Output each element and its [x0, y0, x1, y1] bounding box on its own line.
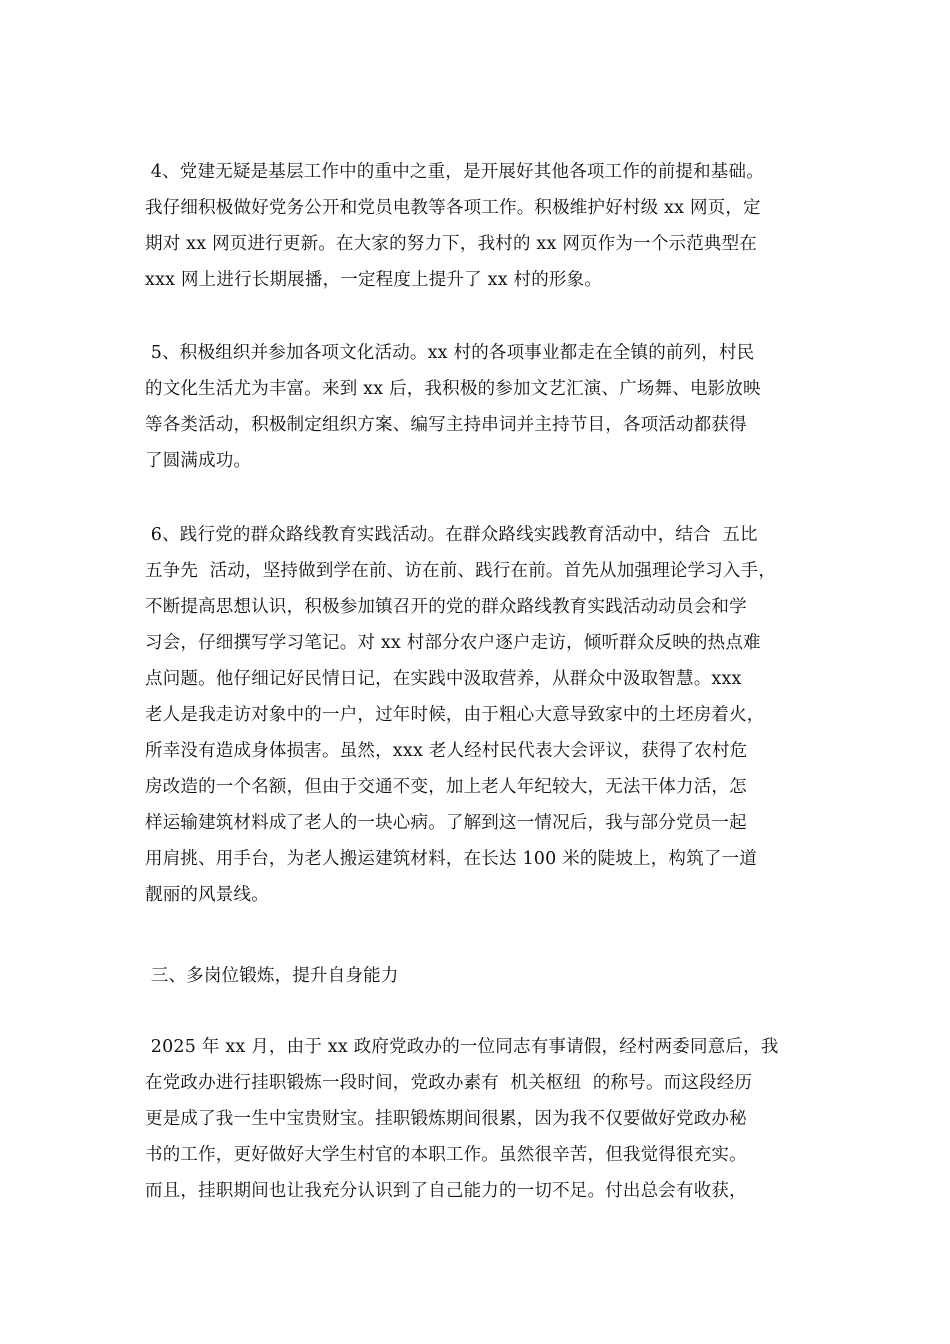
text-line: 在党政办进行挂职锻炼一段时间，党政办素有 机关枢纽 的称号。而这段经历 [145, 1073, 753, 1093]
text-line: 更是成了我一生中宝贵财宝。挂职锻炼期间很累，因为我不仅要做好党政办秘 [145, 1109, 747, 1129]
text-line: 点问题。他仔细记好民情日记，在实践中汲取营养，从群众中汲取智慧。xxx [145, 669, 742, 689]
text-line: 4、党建无疑是基层工作中的重中之重，是开展好其他各项工作的前提和基础。 [145, 162, 764, 182]
section-heading [145, 958, 815, 994]
paragraph-mass-line-practice [145, 517, 815, 913]
text-line: 等各类活动，积极制定组织方案、编写主持串词并主持节目，各项活动都获得 [145, 415, 747, 435]
text-line: 6、践行党的群众路线教育实践活动。在群众路线实践教育活动中，结合 五比 [145, 525, 758, 545]
paragraph-party-building [145, 154, 815, 298]
text-line: 书的工作，更好做好大学生村官的本职工作。虽然很辛苦，但我觉得很充实。 [145, 1145, 747, 1165]
paragraph-cultural-activities [145, 335, 815, 479]
text-line: 期对 xx 网页进行更新。在大家的努力下，我村的 xx 网页作为一个示范典型在 [145, 234, 758, 254]
text-line: 所幸没有造成身体损害。虽然，xxx 老人经村民代表大会评议，获得了农村危 [145, 741, 748, 761]
text-line: 房改造的一个名额，但由于交通不变，加上老人年纪较大，无法干体力活，怎 [145, 777, 747, 797]
text-line: 的文化生活尤为丰富。来到 xx 后，我积极的参加文艺汇演、广场舞、电影放映 [145, 379, 761, 399]
text-line: 习会，仔细撰写学习笔记。对 xx 村部分农户逐户走访，倾听群众反映的热点难 [145, 633, 761, 653]
text-line: 我仔细积极做好党务公开和党员电教等各项工作。积极维护好村级 xx 网页，定 [145, 198, 761, 218]
text-line: 靓丽的风景线。 [145, 885, 269, 905]
text-line: 5、积极组织并参加各项文化活动。xx 村的各项事业都走在全镇的前列，村民 [145, 343, 755, 363]
text-line: 不断提高思想认识，积极参加镇召开的党的群众路线教育实践活动动员会和学 [145, 597, 747, 617]
text-line: 用肩挑、用手台，为老人搬运建筑材料，在长达 100 米的陡坡上，构筑了一道 [145, 849, 757, 869]
text-line: 了圆满成功。 [145, 451, 252, 471]
text-line: 五争先 活动，坚持做到学在前、访在前、践行在前。首先从加强理论学习入手， [145, 561, 777, 581]
paragraph-secondment [145, 1029, 815, 1209]
text-line: 老人是我走访对象中的一户，过年时候，由于粗心大意导致家中的土坯房着火， [145, 705, 765, 725]
text-line: 样运输建筑材料成了老人的一块心病。了解到这一情况后，我与部分党员一起 [145, 813, 747, 833]
text-line: xxx 网上进行长期展播，一定程度上提升了 xx 村的形象。 [145, 270, 603, 290]
text-line: 而且，挂职期间也让我充分认识到了自己能力的一切不足。付出总会有收获， [145, 1181, 747, 1201]
section-heading-text: 三、多岗位锻炼，提升自身能力 [145, 966, 399, 986]
text-line: 2025 年 xx 月，由于 xx 政府党政办的一位同志有事请假，经村两委同意后，我 [145, 1037, 779, 1057]
